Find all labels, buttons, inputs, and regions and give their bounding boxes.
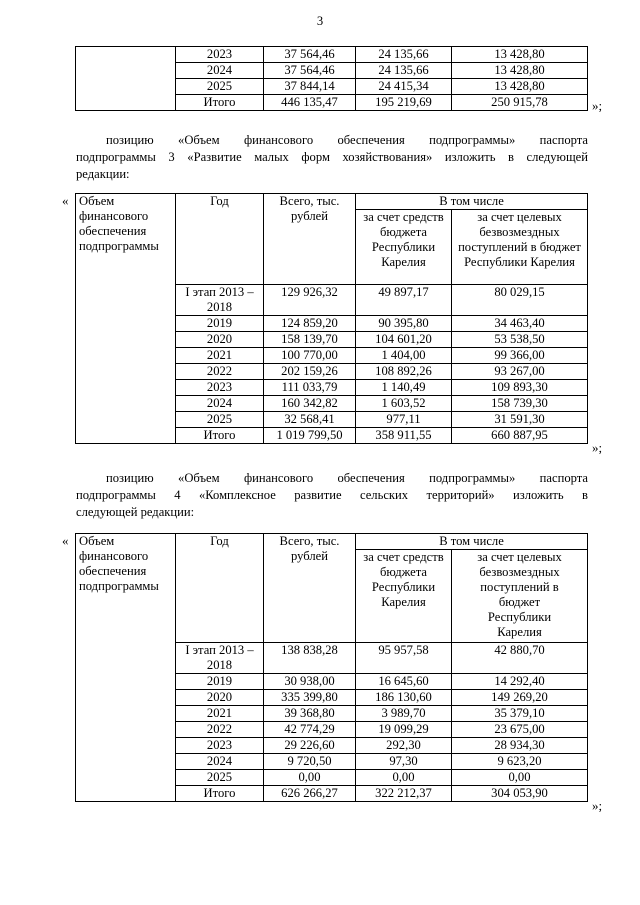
budget-cell: 0,00	[356, 770, 452, 786]
paragraph-line: позицию «Объем финансового обеспечения подпрограммы» паспорта	[106, 133, 588, 147]
budget-cell: 97,30	[356, 754, 452, 770]
total-cell: 138 838,28	[264, 643, 356, 674]
table-row	[76, 47, 588, 63]
budget-cell: 3 989,70	[356, 706, 452, 722]
year-cell: 2023	[176, 738, 264, 754]
table-subprogram-3	[75, 193, 588, 444]
targeted-cell: 0,00	[452, 770, 588, 786]
targeted-cell: 250 915,78	[452, 95, 588, 111]
budget-cell: 95 957,58	[356, 643, 452, 674]
total-cell: 626 266,27	[264, 786, 356, 802]
table-header-row	[76, 534, 588, 550]
total-cell: 32 568,41	[264, 412, 356, 428]
header-total: Всего, тыс. рублей	[264, 534, 356, 643]
closing-quote: »;	[592, 798, 603, 813]
total-cell: 29 226,60	[264, 738, 356, 754]
budget-cell: 186 130,60	[356, 690, 452, 706]
budget-cell: 977,11	[356, 412, 452, 428]
closing-quote: »;	[592, 98, 603, 113]
budget-cell: 90 395,80	[356, 316, 452, 332]
targeted-cell: 80 029,15	[452, 285, 588, 316]
budget-cell: 24 135,66	[356, 63, 452, 79]
header-budget: за счет средств бюджета Республики Карелия	[356, 550, 452, 643]
targeted-cell: 53 538,50	[452, 332, 588, 348]
header-year: Год	[176, 194, 264, 285]
header-incl: В том числе	[356, 534, 588, 550]
targeted-cell: 149 269,20	[452, 690, 588, 706]
budget-cell: 1 140,49	[356, 380, 452, 396]
targeted-cell: 13 428,80	[452, 63, 588, 79]
year-cell: 2025	[176, 79, 264, 95]
targeted-cell: 9 623,20	[452, 754, 588, 770]
total-cell: 42 774,29	[264, 722, 356, 738]
year-cell: 2021	[176, 706, 264, 722]
table-header-row	[76, 194, 588, 210]
targeted-cell: 158 739,30	[452, 396, 588, 412]
year-cell: 2022	[176, 722, 264, 738]
targeted-cell: 13 428,80	[452, 79, 588, 95]
targeted-cell: 42 880,70	[452, 643, 588, 674]
paragraph-subprogram-3	[76, 132, 588, 183]
targeted-cell: 660 887,95	[452, 428, 588, 444]
targeted-cell: 35 379,10	[452, 706, 588, 722]
budget-cell: 1 404,00	[356, 348, 452, 364]
total-cell: 0,00	[264, 770, 356, 786]
targeted-cell: 14 292,40	[452, 674, 588, 690]
budget-cell: 16 645,60	[356, 674, 452, 690]
year-cell: 2020	[176, 332, 264, 348]
header-total: Всего, тыс. рублей	[264, 194, 356, 285]
targeted-cell: 109 893,30	[452, 380, 588, 396]
targeted-cell: 13 428,80	[452, 47, 588, 63]
year-cell: 2020	[176, 690, 264, 706]
header-incl: В том числе	[356, 194, 588, 210]
year-cell: 2023	[176, 380, 264, 396]
budget-cell: 104 601,20	[356, 332, 452, 348]
targeted-cell: 28 934,30	[452, 738, 588, 754]
table-subprogram-4	[75, 533, 588, 802]
budget-cell: 108 892,26	[356, 364, 452, 380]
label-cell	[76, 47, 176, 111]
budget-cell: 24 415,34	[356, 79, 452, 95]
year-cell: 2019	[176, 316, 264, 332]
table-subprogram-2-tail	[75, 46, 588, 111]
total-cell: 39 368,80	[264, 706, 356, 722]
year-cell: Итого	[176, 428, 264, 444]
total-cell: 124 859,20	[264, 316, 356, 332]
year-cell: Итого	[176, 95, 264, 111]
total-cell: 160 342,82	[264, 396, 356, 412]
label-cell: Объем финансового обеспечения подпрограммы	[76, 534, 176, 802]
opening-quote: «	[62, 533, 69, 548]
paragraph-line: подпрограммы 3 «Развитие малых форм хозяйствования» изложить в следующей	[76, 150, 588, 164]
total-cell: 37 564,46	[264, 63, 356, 79]
budget-cell: 292,30	[356, 738, 452, 754]
total-cell: 37 564,46	[264, 47, 356, 63]
year-cell: 2024	[176, 396, 264, 412]
budget-cell: 49 897,17	[356, 285, 452, 316]
opening-quote: «	[62, 193, 69, 208]
total-cell: 111 033,79	[264, 380, 356, 396]
targeted-cell: 34 463,40	[452, 316, 588, 332]
total-cell: 129 926,32	[264, 285, 356, 316]
targeted-cell: 23 675,00	[452, 722, 588, 738]
budget-cell: 24 135,66	[356, 47, 452, 63]
total-cell: 335 399,80	[264, 690, 356, 706]
header-year: Год	[176, 534, 264, 643]
header-budget: за счет средств бюджета Республики Карелия	[356, 210, 452, 285]
total-cell: 30 938,00	[264, 674, 356, 690]
paragraph-line: позицию «Объем финансового обеспечения подпрограммы» паспорта	[106, 471, 588, 485]
year-cell: 2025	[176, 770, 264, 786]
total-cell: 1 019 799,50	[264, 428, 356, 444]
total-cell: 9 720,50	[264, 754, 356, 770]
paragraph-line: редакции:	[76, 167, 130, 181]
year-cell: I этап 2013 – 2018	[176, 285, 264, 316]
year-cell: 2024	[176, 63, 264, 79]
header-targeted: за счет целевых безвозмездных поступлений в бюджет Республики Карелия	[452, 210, 588, 285]
budget-cell: 195 219,69	[356, 95, 452, 111]
year-cell: 2021	[176, 348, 264, 364]
year-cell: 2022	[176, 364, 264, 380]
budget-cell: 1 603,52	[356, 396, 452, 412]
year-cell: 2024	[176, 754, 264, 770]
targeted-cell: 93 267,00	[452, 364, 588, 380]
label-cell: Объем финансового обеспечения подпрограммы	[76, 194, 176, 444]
header-targeted: за счет целевых безвозмездных поступлений в бюджет Республики Карелия	[452, 550, 588, 643]
total-cell: 446 135,47	[264, 95, 356, 111]
budget-cell: 19 099,29	[356, 722, 452, 738]
targeted-cell: 31 591,30	[452, 412, 588, 428]
paragraph-subprogram-4	[76, 470, 588, 521]
total-cell: 202 159,26	[264, 364, 356, 380]
total-cell: 37 844,14	[264, 79, 356, 95]
budget-cell: 322 212,37	[356, 786, 452, 802]
paragraph-line: подпрограммы 4 «Комплексное развитие сельских территорий» изложить в	[76, 488, 588, 502]
paragraph-line: следующей редакции:	[76, 505, 195, 519]
targeted-cell: 304 053,90	[452, 786, 588, 802]
page-number: 3	[316, 14, 324, 28]
total-cell: 158 139,70	[264, 332, 356, 348]
year-cell: Итого	[176, 786, 264, 802]
budget-cell: 358 911,55	[356, 428, 452, 444]
year-cell: 2025	[176, 412, 264, 428]
closing-quote: »;	[592, 440, 603, 455]
total-cell: 100 770,00	[264, 348, 356, 364]
year-cell: I этап 2013 – 2018	[176, 643, 264, 674]
targeted-cell: 99 366,00	[452, 348, 588, 364]
year-cell: 2019	[176, 674, 264, 690]
year-cell: 2023	[176, 47, 264, 63]
